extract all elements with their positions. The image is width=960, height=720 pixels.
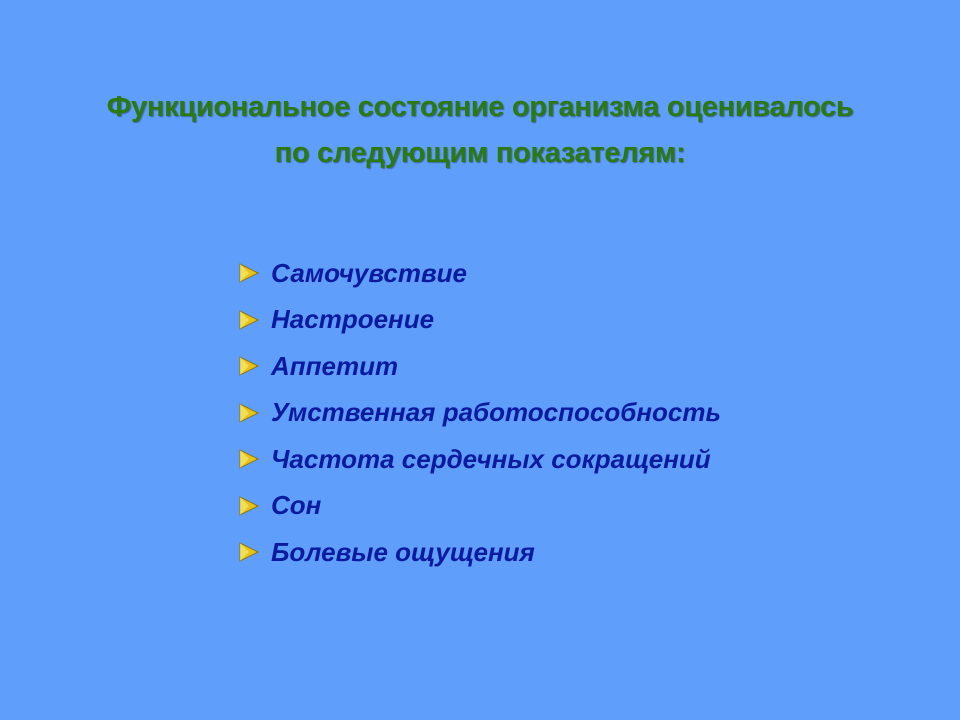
list-item: [238, 343, 721, 390]
arrow-bullet-icon: [238, 309, 260, 331]
list-item-label: Аппетит: [271, 350, 399, 381]
arrow-bullet-icon: [238, 541, 260, 563]
bullet-list: [238, 250, 721, 576]
list-item-label: Сон: [271, 490, 322, 521]
title-line-2: по следующим показателям:: [274, 137, 686, 169]
list-item: [238, 436, 721, 483]
title-line-1: Функциональное состояние организма оценивалось: [106, 91, 854, 123]
arrow-bullet-icon: [238, 402, 260, 424]
arrow-bullet-icon: [238, 448, 260, 470]
list-item: [238, 529, 721, 576]
list-item-label: Частота сердечных сокращений: [271, 443, 711, 474]
list-item: [238, 297, 721, 344]
arrow-bullet-icon: [238, 262, 260, 284]
arrow-bullet-icon: [238, 355, 260, 377]
list-item-label: Самочувствие: [271, 257, 468, 288]
arrow-bullet-icon: [238, 495, 260, 517]
list-item: [238, 250, 721, 297]
slide-title: [40, 84, 920, 176]
list-item: [238, 390, 721, 437]
list-item-label: Болевые ощущения: [271, 536, 535, 567]
list-item-label: Настроение: [271, 304, 435, 335]
list-item: [238, 483, 721, 530]
list-item-label: Умственная работоспособность: [271, 397, 721, 428]
